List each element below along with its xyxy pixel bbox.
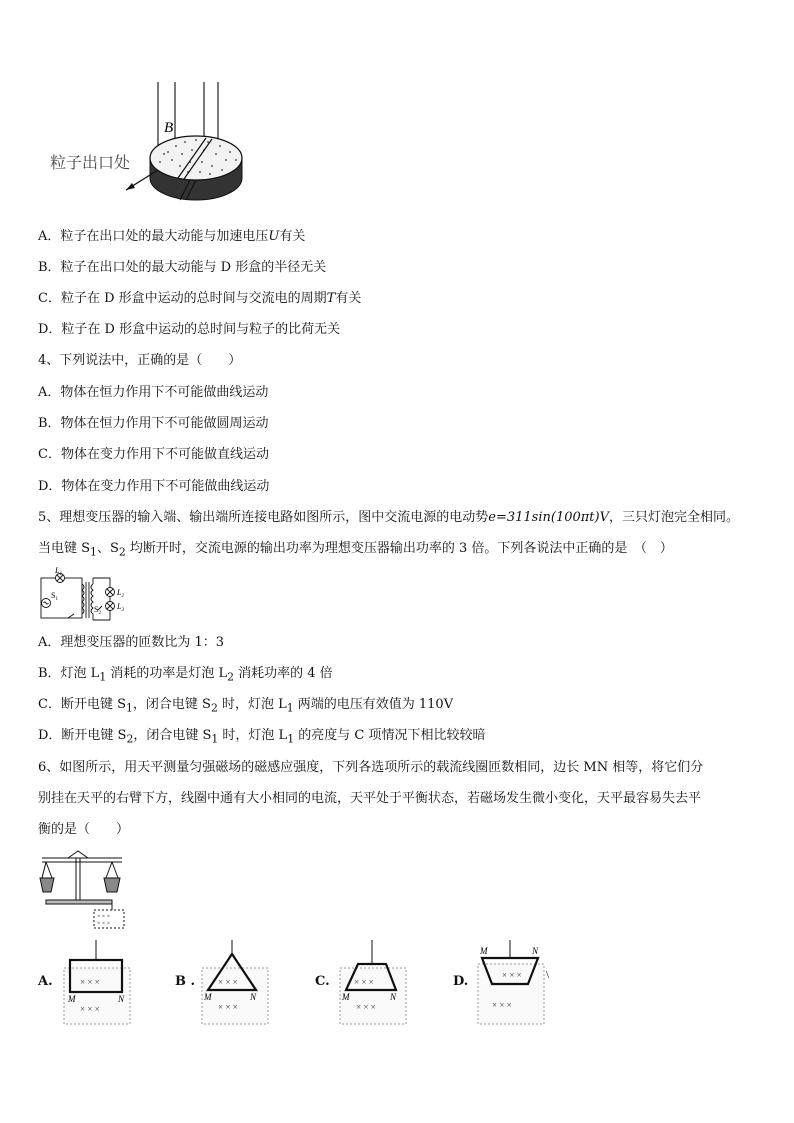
q4-option-a: A．物体在恒力作用下不可能做曲线运动 [38, 385, 269, 400]
fig-s2-sub: 2 [98, 611, 101, 616]
q5-c-d: 两端的电压有效值为 110V [293, 697, 454, 712]
coil-d-extra-mark: \ [546, 969, 550, 981]
fig-l1-main: L [55, 566, 60, 575]
q5-b-s2: 2 [227, 670, 235, 684]
coil-c-field-row1: × × × [354, 977, 374, 987]
q3-option-d: D．粒子在 D 形盒中运动的总时间与粒子的比荷无关 [38, 322, 341, 337]
coil-figure-c [338, 938, 408, 1026]
q6-stem-line3: 衡的是（ ） [38, 822, 130, 837]
fig-s1-sub: 1 [55, 597, 58, 602]
coil-figure-b [200, 938, 270, 1026]
q5-c-s1: 1 [126, 701, 133, 715]
q5-c-b: ，闭合电键 S [132, 697, 211, 712]
coil-d-n-label: N [532, 946, 539, 956]
exit-label: 粒子出口处 [50, 155, 131, 172]
q5-b-c: 消耗功率的 4 倍 [234, 666, 333, 681]
q3-option-c-text: C．粒子在 D 形盒中运动的总时间与交流电的周期 [38, 291, 327, 306]
coil-b-field-row1: × × × [218, 977, 238, 987]
q5-c-s3: 1 [286, 701, 294, 715]
q4-option-d: D．物体在变力作用下不可能做曲线运动 [38, 479, 270, 494]
fig-l2-main: L [117, 588, 122, 597]
q5-stem-l1-a: 5、理想变压器的输入端、输出端所连接电路如图所示，图中交流电源的电动势 [38, 510, 489, 525]
balance-field-row1: × × × [97, 914, 111, 920]
q5-stem-l2-s2: 2 [118, 545, 126, 559]
q5-d-a: D．断开电键 S [38, 728, 127, 743]
coil-b-n-label: N [250, 992, 257, 1002]
fig-s1-main: S [51, 591, 56, 600]
q5-c-c: 时，灯泡 L [217, 697, 287, 712]
q3-option-c-tail: 有关 [335, 291, 362, 306]
q3-option-a-var: U [268, 229, 280, 244]
fig-s1-label [51, 591, 58, 602]
balance-drawing [36, 848, 132, 930]
q3-option-c-var: T [326, 291, 336, 306]
fig-l3-label [116, 602, 124, 613]
coil-a-m-label: M [68, 994, 76, 1004]
q5-d-s2: 1 [211, 732, 219, 746]
q5-stem-line2 [38, 540, 673, 562]
q6-stem-line1: 6、如图所示，用天平测量匀强磁场的磁感应强度，下列各选项所示的载流线圈匝数相同，边长 MN 相等，将它们分 [38, 760, 704, 775]
q3-option-a [38, 228, 305, 246]
q6-option-b-label: B . [175, 974, 196, 989]
coil-d-field-row1: × × × [502, 970, 522, 980]
coil-c-m-label: M [342, 992, 350, 1002]
q5-stem-line1 [38, 509, 739, 527]
q5-c-a: C．断开电键 S [38, 697, 126, 712]
coil-a-field-row2: × × × [80, 1004, 100, 1014]
balance-figure [36, 848, 132, 930]
q5-option-d [38, 727, 485, 749]
q4-stem: 4、下列说法中，正确的是（ ） [38, 353, 242, 368]
cyclotron-figure [40, 80, 280, 210]
q5-d-c: 时，灯泡 L [218, 728, 288, 743]
q5-b-b: 消耗的功率是灯泡 L [106, 666, 228, 681]
q3-option-b: B．粒子在出口处的最大动能与 D 形盒的半径无关 [38, 260, 327, 275]
fig-l2-sub: 2 [121, 594, 124, 599]
q5-stem-l2-c: 均断开时，交流电源的输出功率为理想变压器输出功率的 3 倍。下列各说法中正确的是 （ ） [125, 541, 673, 556]
q5-d-s3: 1 [287, 732, 295, 746]
q4-option-b: B．物体在恒力作用下不可能做圆周运动 [38, 416, 269, 431]
balance-field-row2: × × × [97, 921, 111, 927]
fig-l3-main: L [117, 602, 122, 611]
coil-c-field-row2: × × × [356, 1002, 376, 1012]
q5-stem-l2-b: 、S [96, 541, 119, 556]
coil-a-n-label: N [118, 994, 125, 1004]
coil-b-m-label: M [204, 992, 212, 1002]
coil-drawing-b [200, 938, 270, 1026]
q5-b-a: B．灯泡 L [38, 666, 100, 681]
coil-a-field-row1: × × × [80, 977, 100, 987]
q3-option-a-tail: 有关 [279, 229, 306, 244]
coil-b-field-row2: × × × [218, 1002, 238, 1012]
q5-b-s1: 1 [99, 670, 107, 684]
q6-option-c-label: C. [315, 974, 330, 989]
q5-d-d: 的亮度与 C 项情况下相比较较暗 [294, 728, 486, 743]
fig-s2-main: S [94, 605, 99, 614]
coil-drawing-a [62, 938, 132, 1026]
field-b-label: B [164, 120, 174, 136]
q5-option-c [38, 696, 453, 718]
coil-figure-d [476, 938, 556, 1026]
q5-emf: e=311sin(100πt)V [488, 510, 609, 525]
coil-c-n-label: N [390, 992, 397, 1002]
transformer-circuit-figure [38, 566, 138, 626]
coil-d-m-label: M [480, 946, 488, 956]
q5-stem-l1-b: ，三只灯泡完全相同。 [609, 510, 740, 525]
q6-stem-line2: 别挂在天平的右臂下方，线圈中通有大小相同的电流，天平处于平衡状态，若磁场发生微小变化，天平最容易失去平 [38, 791, 702, 806]
q6-option-a-label: A. [38, 974, 53, 989]
q5-option-a: A．理想变压器的匝数比为 1：3 [38, 635, 225, 650]
q5-stem-l2-a: 当电键 S [38, 541, 91, 556]
cyclotron-drawing [40, 80, 280, 210]
q4-option-c: C．物体在变力作用下不可能做直线运动 [38, 447, 269, 462]
fig-s2-label [94, 605, 101, 616]
coil-d-field-row2: × × × [492, 1000, 512, 1010]
fig-l2-label [116, 588, 124, 599]
q5-option-b [38, 665, 333, 687]
coil-drawing-c [338, 938, 408, 1026]
fig-l3-sub: 3 [121, 608, 124, 613]
q5-d-b: ，闭合电键 S [133, 728, 212, 743]
q3-option-c [38, 290, 361, 308]
q6-option-d-label: D. [453, 974, 469, 989]
coil-drawing-d [476, 938, 556, 1026]
q5-d-s1: 2 [126, 732, 134, 746]
coil-figure-a [62, 938, 132, 1026]
transformer-circuit-drawing [38, 566, 138, 626]
q5-c-s2: 2 [210, 701, 218, 715]
q3-option-a-text: A．粒子在出口处的最大动能与加速电压 [38, 229, 269, 244]
q5-stem-l2-s1: 1 [90, 545, 97, 559]
fig-l1-sub: 1 [59, 572, 62, 577]
